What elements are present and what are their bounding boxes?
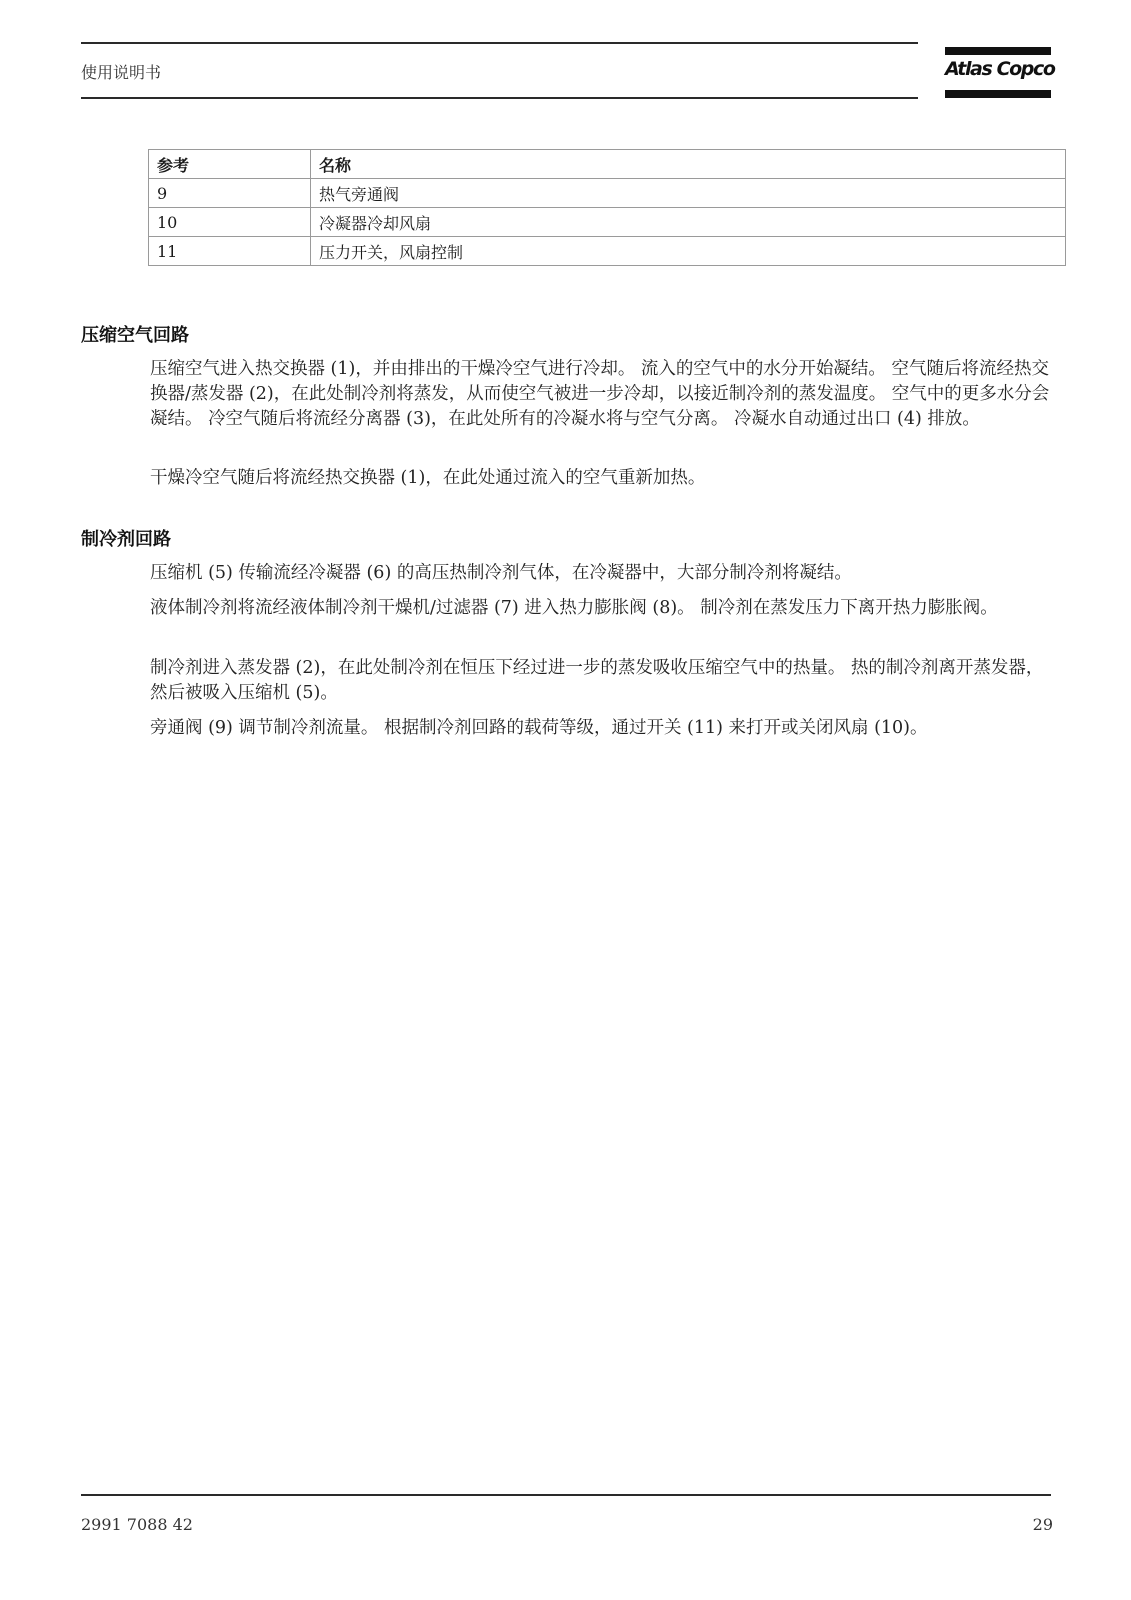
footer-rule — [81, 1494, 1051, 1496]
paragraph: 压缩机 (5) 传输流经冷凝器 (6) 的高压热制冷剂气体，在冷凝器中，大部分制冷剂将凝结。 — [150, 563, 852, 583]
logo-bar-top — [945, 47, 1051, 55]
header-rule-top — [81, 42, 918, 44]
table-cell-reference: 9 — [149, 179, 311, 208]
table-cell-reference: 11 — [149, 237, 311, 266]
header-rule-bottom — [81, 97, 918, 99]
section-heading-refrigerant-circuit: 制冷剂回路 — [81, 529, 171, 550]
table-cell-name: 热气旁通阀 — [311, 179, 1066, 208]
table-cell-name: 冷凝器冷却风扇 — [311, 208, 1066, 237]
footer-document-number: 2991 7088 42 — [81, 1515, 193, 1534]
paragraph: 旁通阀 (9) 调节制冷剂流量。 根据制冷剂回路的载荷等级，通过开关 (11) 来打开或关闭风扇 (10)。 — [150, 718, 928, 738]
table-cell-name: 压力开关，风扇控制 — [311, 237, 1066, 266]
column-header-reference: 参考 — [149, 150, 311, 179]
footer-page-number: 29 — [1032, 1515, 1053, 1534]
atlas-copco-logo — [945, 47, 1055, 99]
column-header-name: 名称 — [311, 150, 1066, 179]
table-header-row — [149, 150, 1066, 179]
document-title: 使用说明书 — [81, 63, 162, 82]
paragraph: 制冷剂进入蒸发器 (2)，在此处制冷剂在恒压下经过进一步的蒸发吸收压缩空气中的热量。 热的制冷剂离开蒸发器，然后被吸入压缩机 (5)。 — [150, 658, 1044, 703]
table-row — [149, 237, 1066, 266]
table-cell-reference: 10 — [149, 208, 311, 237]
table-row — [149, 179, 1066, 208]
section-heading-compressed-air-circuit: 压缩空气回路 — [81, 325, 189, 346]
table-row — [149, 208, 1066, 237]
paragraph: 压缩空气进入热交换器 (1)，并由排出的干燥冷空气进行冷却。 流入的空气中的水分开始凝结。 空气随后将流经热交换器/蒸发器 (2)，在此处制冷剂将蒸发，从而使空气被进一步冷却，以接近制冷剂的蒸发温度。 空气中的更多水分会凝结。 冷空气随后将流经分离器 (3)，在此处所有的冷凝水将与空气分离。 冷凝水自动通过出口 (4) 排放。 — [150, 359, 1050, 429]
logo-text: Atlas Copco — [945, 58, 1055, 80]
reference-table — [148, 149, 1066, 266]
paragraph: 干燥冷空气随后将流经热交换器 (1)，在此处通过流入的空气重新加热。 — [150, 468, 706, 488]
logo-bar-bottom — [945, 90, 1051, 98]
paragraph: 液体制冷剂将流经液体制冷剂干燥机/过滤器 (7) 进入热力膨胀阀 (8)。 制冷剂在蒸发压力下离开热力膨胀阀。 — [150, 598, 998, 618]
